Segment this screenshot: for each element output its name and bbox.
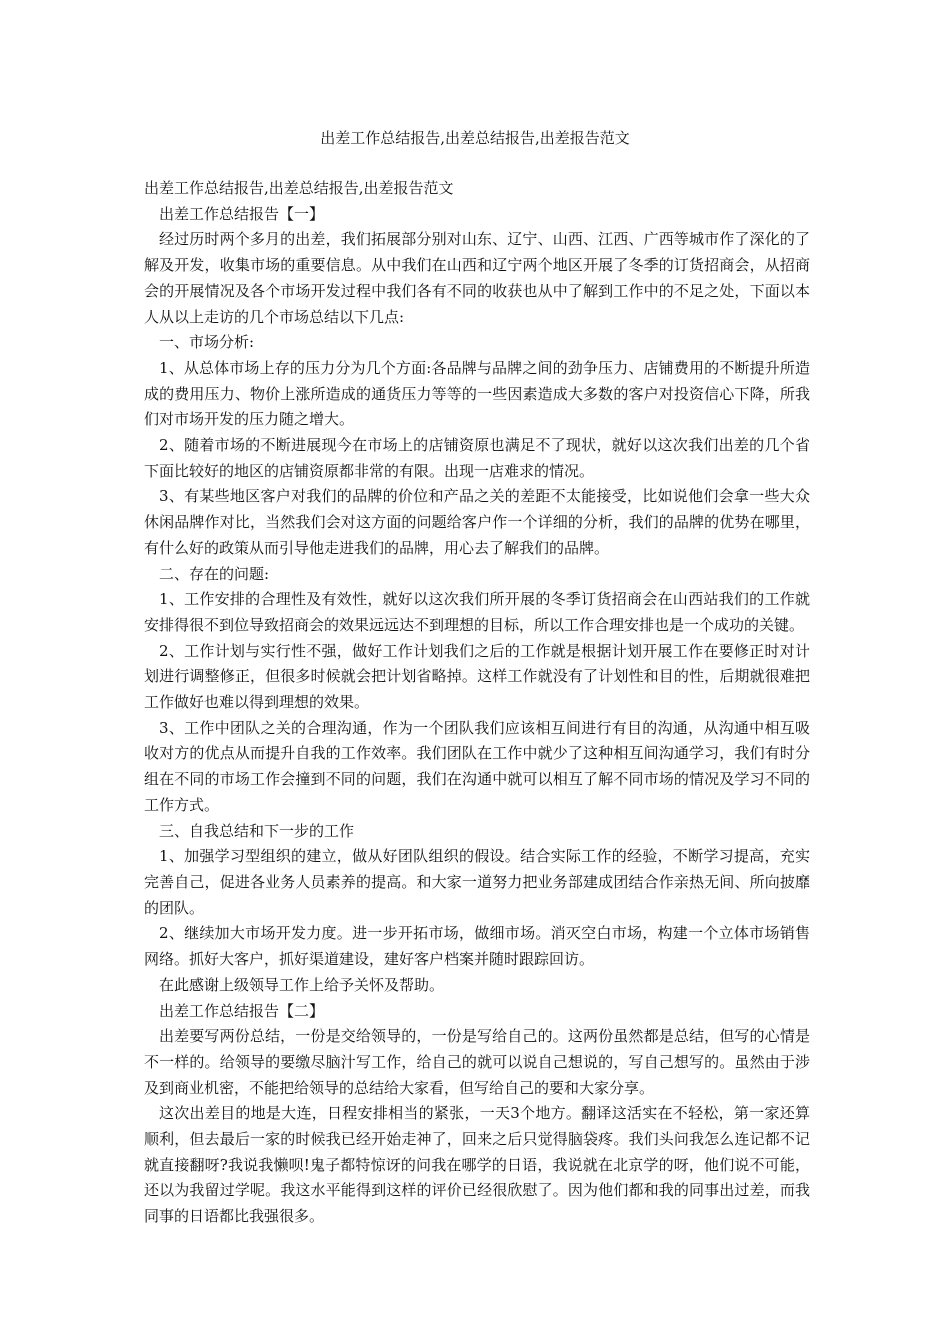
paragraph: 2、随着市场的不断进展现今在市场上的店铺资原也满足不了现状，就好以这次我们出差的几个省下面比较好的地区的店铺资原都非常的有限。出现一店难求的情况。 <box>144 436 810 480</box>
section-heading-problems: 二、存在的问题: <box>159 564 270 583</box>
section-heading-self-summary: 三、自我总结和下一步的工作 <box>159 821 355 840</box>
paragraph: 3、工作中团队之关的合理沟通，作为一个团队我们应该相互间进行有目的沟通，从沟通中相互吸收对方的优点从而提升自我的工作效率。我们团队在工作中就少了这种相互间沟通学习，我们有时分组在不同的市场工作会撞到不同的问题，我们在沟通中就可以相互了解不同市场的情况及学习不同的工作方式。 <box>144 718 810 814</box>
paragraph: 1、工作安排的合理性及有效性，就好以这次我们所开展的冬季订货招商会在山西站我们的工作就安排得很不到位导致招商会的效果远远达不到理想的目标，所以工作合理安排也是一个成功的关键。 <box>144 590 810 634</box>
paragraph: 这次出差目的地是大连，日程安排相当的紧张，一天3个地方。翻译这活实在不轻松，第一家还算顺利，但去最后一家的时候我已经开始走神了，回来之后只觉得脑袋疼。我们头问我怎么连记都不记就直接翻呀?我说我懒呗!鬼子都特惊讶的问我在哪学的日语，我说就在北京学的呀，他们说不可能，还以为我留过学呢。我这水平能得到这样的评价已经很欣慰了。因为他们都和我的同事出过差，而我同事的日语都比我强很多。 <box>144 1104 810 1226</box>
paragraph: 1、加强学习型组织的建立，做从好团队组织的假设。结合实际工作的经验，不断学习提高，充实完善自己，促进各业务人员素养的提高。和大家一道努力把业务部建成团结合作亲热无间、所向披靡的团队。 <box>144 847 810 917</box>
paragraph: 2、继续加大市场开发力度。进一步开拓市场，做细市场。消灭空白市场，构建一个立体市场销售网络。抓好大客户，抓好渠道建设，建好客户档案并随时跟踪回访。 <box>144 924 810 969</box>
paragraph: 在此感谢上级领导工作上给予关怀及帮助。 <box>159 975 445 994</box>
paragraph: 经过历时两个多月的出差，我们拓展部分别对山东、辽宁、山西、江西、广西等城市作了深化的了解及开发，收集市场的重要信息。从中我们在山西和辽宁两个地区开展了冬季的订货招商会，从招商会的开展情况及各个市场开发过程中我们各有不同的收获也从中了解到工作中的不足之处，下面以本人从以上走访的几个市场总结以下几点: <box>144 230 810 326</box>
paragraph: 2、工作计划与实行性不强，做好工作计划我们之后的工作就是根据计划开展工作在要修正时对计划进行调整修正，但很多时候就会把计划省略掉。这样工作就没有了计划性和目的性，后期就很难把工作做好也难以得到理想的效果。 <box>144 641 810 712</box>
paragraph: 1、从总体市场上存的压力分为几个方面:各品牌与品牌之间的劲争压力、店铺费用的不断提升所造成的费用压力、物价上涨所造成的通货压力等等的一些因素造成大多数的客户对投资信心下降，所我们对市场开发的压力随之增大。 <box>144 358 810 429</box>
document-subtitle: 出差工作总结报告,出差总结报告,出差报告范文 <box>144 179 454 197</box>
section-heading-market-analysis: 一、市场分析: <box>159 333 255 352</box>
paragraph: 3、有某些地区客户对我们的品牌的价位和产品之关的差距不太能接受，比如说他们会拿一些大众休闲品牌作对比，当然我们会对这方面的问题给客户作一个详细的分析，我们的品牌的优势在哪里，有什么好的政策从而引导他走进我们的品牌，用心去了解我们的品牌。 <box>144 487 810 557</box>
page-title: 出差工作总结报告,出差总结报告,出差报告范文 <box>320 129 630 147</box>
document-body <box>144 176 810 1230</box>
section-heading-report-2: 出差工作总结报告【二】 <box>159 1001 325 1020</box>
paragraph: 出差要写两份总结，一份是交给领导的，一份是写给自己的。这两份虽然都是总结，但写的心情是不一样的。给领导的要缴尽脑汁写工作，给自己的就可以说自己想说的，写自己想写的。虽然由于涉及到商业机密，不能把给领导的总结给大家看，但写给自己的要和大家分享。 <box>144 1027 810 1097</box>
section-heading-report-1: 出差工作总结报告【一】 <box>159 204 325 223</box>
